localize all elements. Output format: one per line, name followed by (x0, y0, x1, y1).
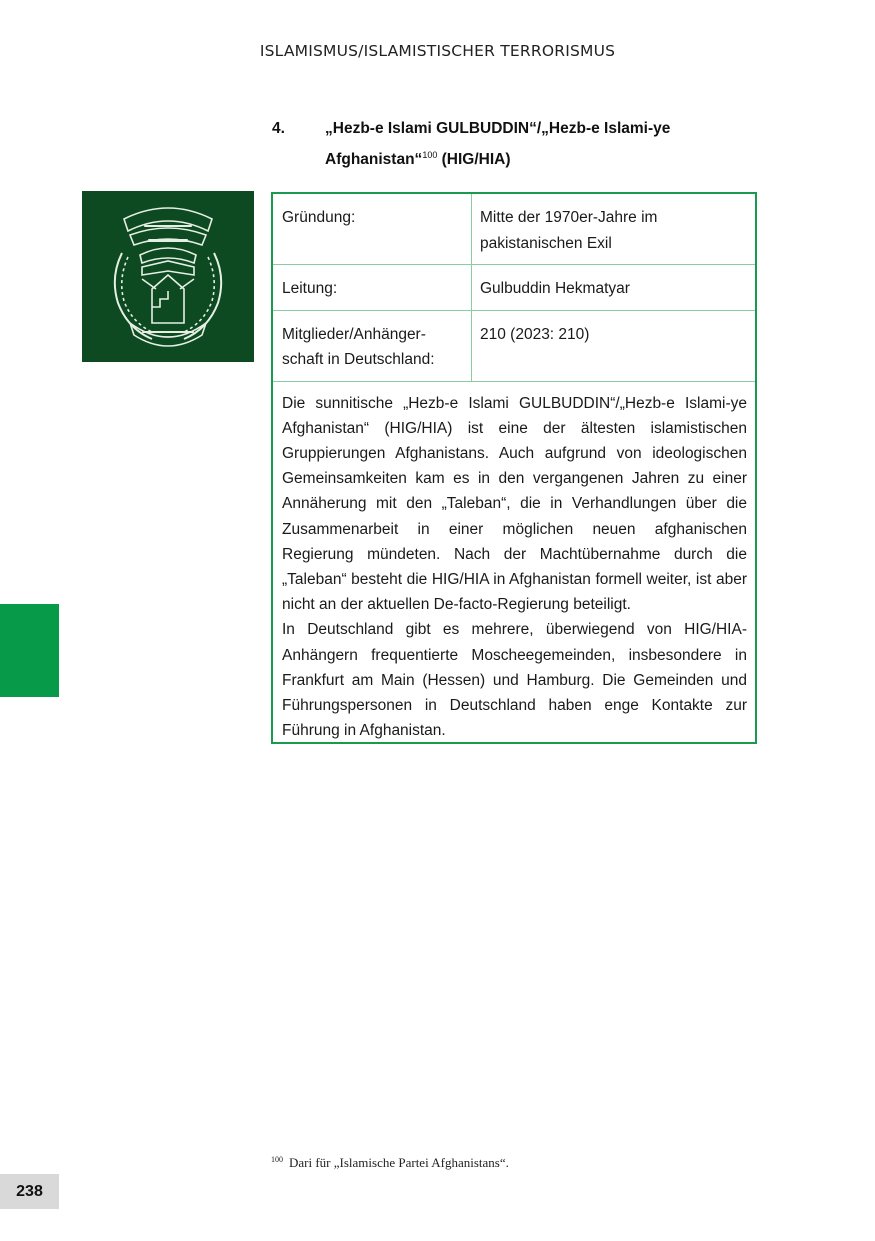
fact-value: Mitte der 1970er-Jahre im pakistanischen Exil (480, 209, 658, 252)
fact-value: 210 (2023: 210) (472, 310, 756, 381)
footnote-text: Dari für „Islamische Partei Afghanistans“. (289, 1155, 509, 1170)
fact-box (271, 192, 757, 744)
chapter-marker (0, 604, 59, 697)
running-head: ISLAMISMUS/ISLAMISTISCHER TERRORISMUS (259, 42, 616, 60)
footnote-reference[interactable]: 100 (422, 150, 438, 160)
section-number: 4. (272, 120, 285, 137)
fact-label: Gründung: (273, 194, 472, 265)
section-title-suffix: (HIG/HIA) (437, 151, 511, 168)
fact-row-founding (273, 194, 755, 265)
fact-value: Gulbuddin Hekmatyar (472, 265, 756, 311)
paragraph: In Deutschland gibt es mehrere, überwiegend von HIG/HIA-Anhängern frequentierte Moscheegemeinden, insbesondere in Frankfurt am Main (Hessen) und Hamburg. Die Gemeinden und Führungspersonen in Deutschland haben enge Kontakte zur Führung in Afghanistan. (282, 621, 747, 740)
description-text (273, 381, 755, 744)
footnote (271, 1155, 509, 1171)
paragraph: Die sunnitische „Hezb-e Islami GULBUDDIN“/„Hezb-e Islami-ye Afghanistan“ (HIG/HIA) ist eine der ältesten islamistischen Gruppierungen Afghanistans. Auch aufgrund von ideologischen Gemeinsamkeiten kam es in den vergangenen Jahren zu einer Annäherung mit den „Taleban“, die in Verhandlungen über die Zusammenarbeit in einer möglichen neuen afghanischen Regierung mündeten. Nach der Machtübernahme durch die „Taleban“ besteht die HIG/HIA in Afghanistan formell weiter, ist aber nicht an der aktuellen De-facto-Regierung beteiligt. (282, 394, 747, 614)
hig-emblem-logo (82, 191, 254, 362)
section-title-text: „Hezb-e Islami GULBUDDIN“/„Hezb-e Islami-ye Afghanistan“ (325, 120, 671, 168)
section-title (325, 116, 742, 173)
fact-row-members (273, 310, 755, 381)
page-number: 238 (0, 1174, 59, 1209)
footnote-number: 100 (271, 1155, 283, 1164)
fact-label: Mitglieder/Anhänger-schaft in Deutschland: (273, 310, 472, 381)
fact-label: Leitung: (273, 265, 472, 311)
fact-row-leadership (273, 265, 755, 311)
section-heading (272, 116, 742, 173)
fact-table (273, 194, 755, 381)
